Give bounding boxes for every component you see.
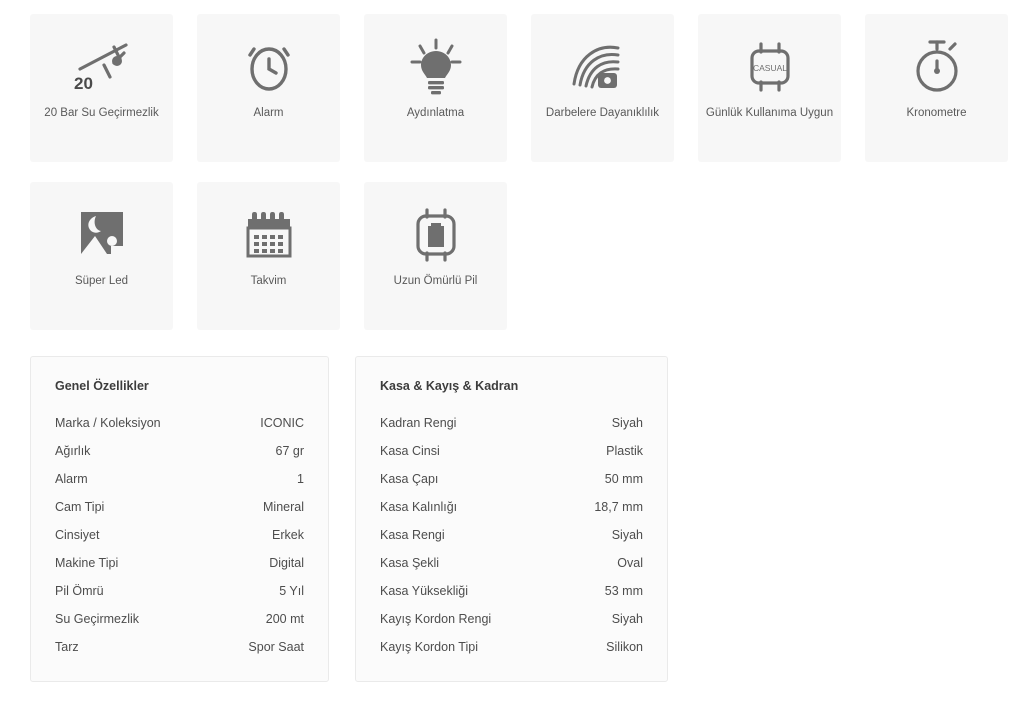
spec-value: Oval <box>617 556 643 570</box>
spec-key: Kayış Kordon Rengi <box>380 612 492 626</box>
spec-value: 50 mm <box>604 472 643 486</box>
feature-label: Alarm <box>253 107 284 119</box>
feature-card-chronograph <box>865 14 1008 162</box>
calendar-icon <box>197 204 340 266</box>
spec-key: Kasa Şekli <box>380 556 440 570</box>
spec-row <box>380 633 643 661</box>
feature-card-shock-resistance <box>531 14 674 162</box>
spec-value: 1 <box>297 472 304 486</box>
spec-value: Digital <box>269 556 304 570</box>
spec-row <box>55 465 304 493</box>
spec-value: Spor Saat <box>248 640 304 654</box>
spec-value: Siyah <box>611 416 643 430</box>
spec-key: Kasa Cinsi <box>380 444 440 458</box>
feature-label: Aydınlatma <box>406 107 465 119</box>
spec-row <box>380 549 643 577</box>
spec-value: 18,7 mm <box>594 500 643 514</box>
water-resistance-20bar-icon <box>30 36 173 98</box>
feature-label: Darbelere Dayanıklılık <box>545 107 660 119</box>
feature-card-illumination <box>364 14 507 162</box>
spec-value: Silikon <box>606 640 643 654</box>
spec-card-title: Kasa & Kayış & Kadran <box>380 379 519 393</box>
specification-section <box>30 356 1007 682</box>
spec-row <box>380 465 643 493</box>
alarm-clock-icon <box>197 36 340 98</box>
spec-key: Kasa Yüksekliği <box>380 584 469 598</box>
super-led-icon <box>30 204 173 266</box>
spec-key: Kayış Kordon Tipi <box>380 640 478 654</box>
spec-key: Cam Tipi <box>55 500 105 514</box>
spec-key: Tarz <box>55 640 79 654</box>
spec-value: Plastik <box>606 444 643 458</box>
long-life-battery-icon <box>364 204 507 266</box>
spec-row <box>55 521 304 549</box>
feature-label: Süper Led <box>74 275 129 287</box>
spec-card-title: Genel Özellikler <box>55 379 149 393</box>
spec-card-case-strap-dial <box>355 356 668 682</box>
spec-row <box>380 437 643 465</box>
svg-text:CASUAL: CASUAL <box>752 63 787 73</box>
spec-row <box>380 605 643 633</box>
feature-label: 20 Bar Su Geçirmezlik <box>44 107 159 119</box>
spec-value: ICONIC <box>260 416 304 430</box>
spec-key: Ağırlık <box>55 444 91 458</box>
spec-key: Alarm <box>55 472 88 486</box>
spec-value: Erkek <box>272 528 304 542</box>
svg-text:20: 20 <box>73 74 93 93</box>
feature-card-casual-use <box>698 14 841 162</box>
spec-key: Kasa Kalınlığı <box>380 500 458 514</box>
feature-label: Takvim <box>250 275 287 287</box>
spec-value: Siyah <box>611 528 643 542</box>
spec-value: 200 mt <box>265 612 304 626</box>
spec-card-general <box>30 356 329 682</box>
spec-row <box>55 577 304 605</box>
spec-key: Kasa Çapı <box>380 472 439 486</box>
spec-row <box>55 409 304 437</box>
spec-key: Su Geçirmezlik <box>55 612 140 626</box>
lightbulb-icon <box>364 36 507 98</box>
spec-row <box>380 577 643 605</box>
spec-row <box>55 493 304 521</box>
spec-row <box>380 409 643 437</box>
feature-card-alarm <box>197 14 340 162</box>
spec-key: Pil Ömrü <box>55 584 104 598</box>
spec-key: Makine Tipi <box>55 556 119 570</box>
spec-value: Siyah <box>611 612 643 626</box>
casual-watch-icon <box>698 36 841 98</box>
spec-key: Kasa Rengi <box>380 528 445 542</box>
spec-key: Cinsiyet <box>55 528 100 542</box>
spec-value: Mineral <box>263 500 304 514</box>
spec-value: 5 Yıl <box>279 584 304 598</box>
spec-row <box>380 493 643 521</box>
feature-card-calendar <box>197 182 340 330</box>
spec-value: 67 gr <box>275 444 304 458</box>
feature-label: Uzun Ömürlü Pil <box>393 275 478 287</box>
feature-grid <box>30 14 1010 330</box>
stopwatch-icon <box>865 36 1008 98</box>
spec-row <box>55 633 304 661</box>
spec-row <box>55 549 304 577</box>
shock-resistance-icon <box>531 36 674 98</box>
feature-card-super-led <box>30 182 173 330</box>
feature-card-water-resistance <box>30 14 173 162</box>
spec-row <box>55 437 304 465</box>
spec-key: Marka / Koleksiyon <box>55 416 161 430</box>
feature-label: Kronometre <box>906 107 967 119</box>
spec-key: Kadran Rengi <box>380 416 457 430</box>
feature-label: Günlük Kullanıma Uygun <box>705 107 834 119</box>
spec-row <box>55 605 304 633</box>
spec-row <box>380 521 643 549</box>
spec-value: 53 mm <box>604 584 643 598</box>
feature-card-long-battery <box>364 182 507 330</box>
